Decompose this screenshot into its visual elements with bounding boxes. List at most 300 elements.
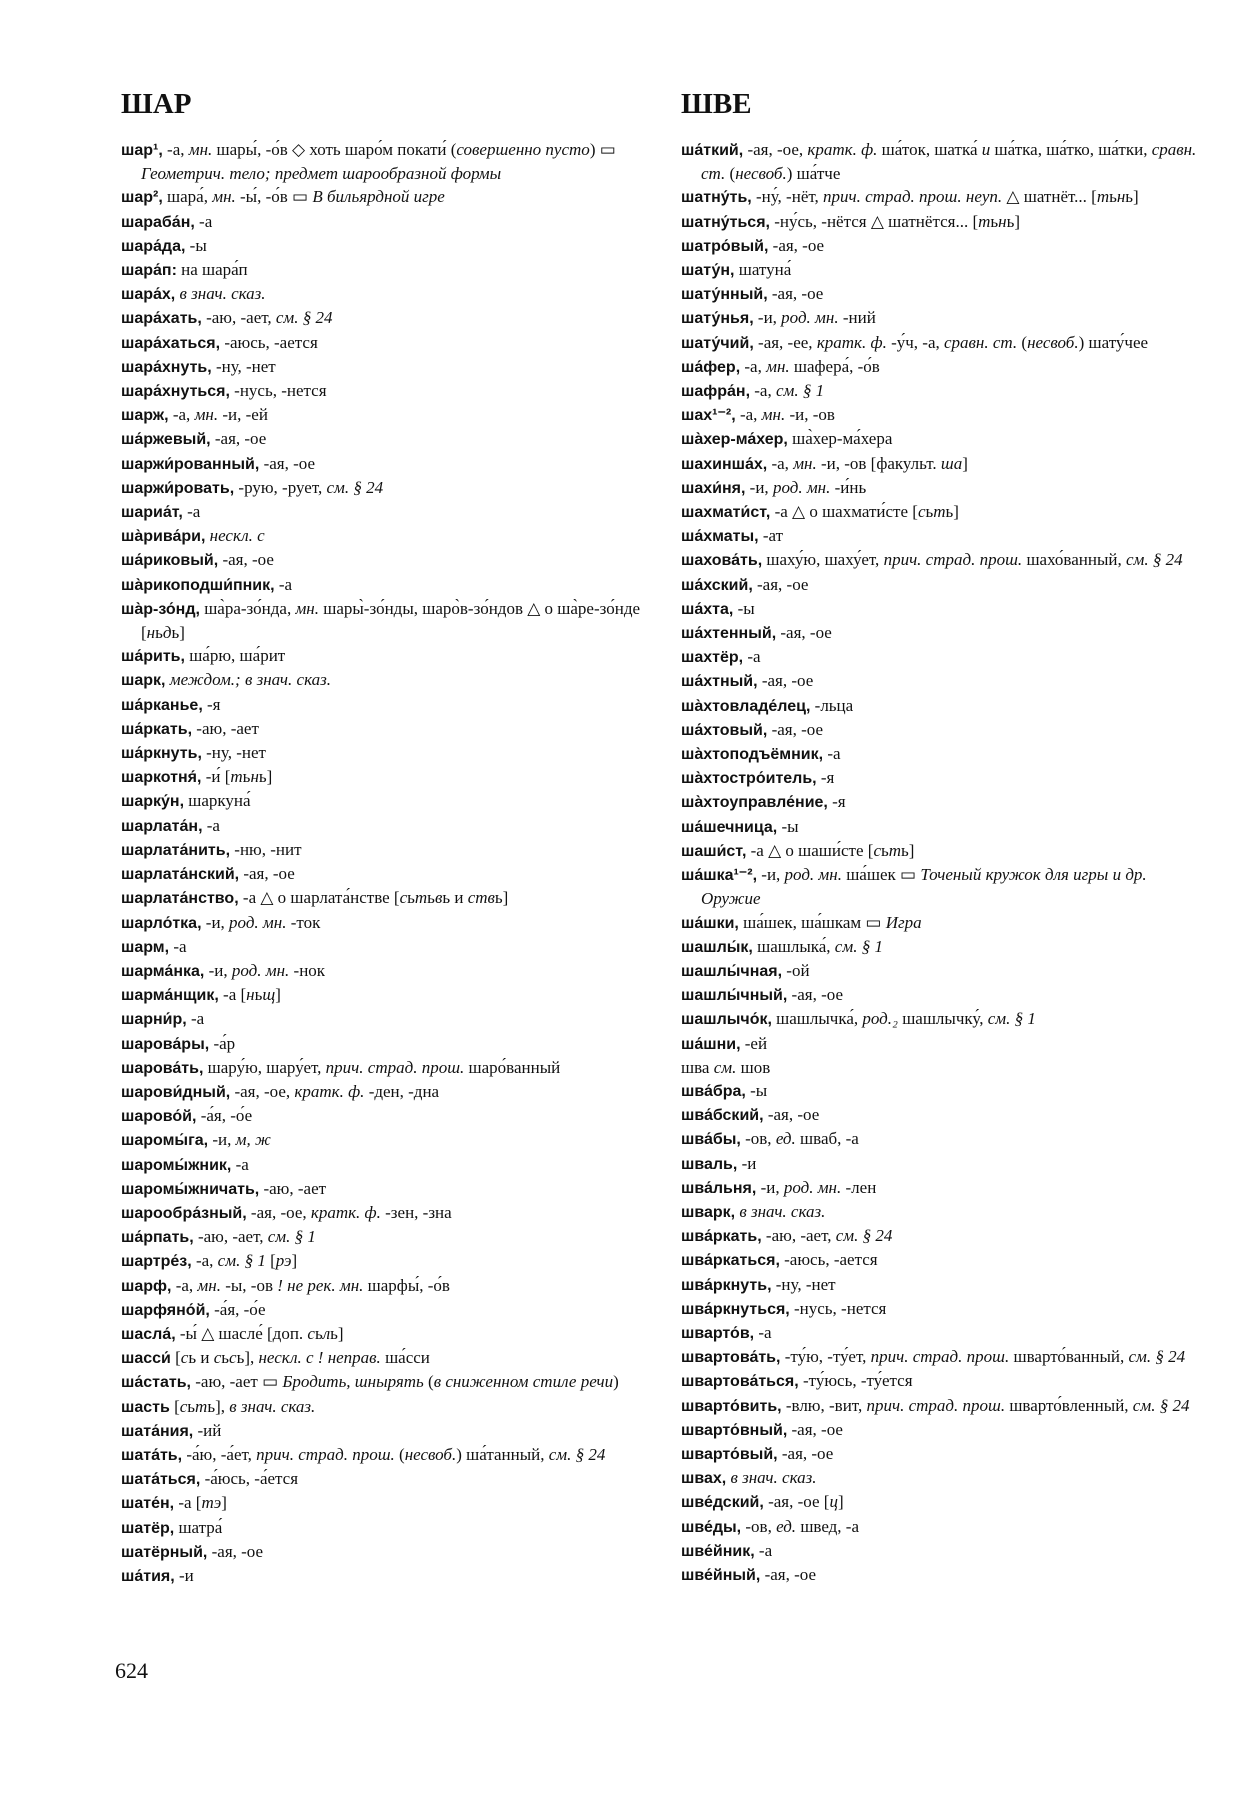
entry-text: -а	[231, 1154, 249, 1174]
dictionary-entry	[121, 717, 641, 741]
grammar-label: н	[998, 211, 1007, 231]
dictionary-entry	[121, 1153, 641, 1177]
entry-text: шарфы́, -о́в	[363, 1275, 450, 1295]
entry-text: -а,	[735, 405, 762, 425]
headword: шарж,	[121, 407, 169, 425]
entry-text: -рую, -рует,	[234, 477, 327, 497]
headword: шате́н,	[121, 1495, 175, 1513]
dictionary-entry	[121, 838, 641, 862]
headword: шара́х,	[121, 286, 176, 304]
dictionary-entry	[121, 548, 641, 572]
headword: шваль,	[681, 1155, 738, 1173]
dictionary-entry	[121, 476, 641, 500]
dictionary-entry	[681, 1127, 1206, 1151]
headword: шарлата́н,	[121, 817, 203, 835]
grammar-label: род. мн.	[231, 960, 290, 980]
grammar-label: см. § 24	[548, 1444, 606, 1464]
dictionary-entry	[121, 258, 641, 282]
entry-text: -ту́юсь, -ту́ется	[798, 1371, 913, 1391]
entry-text: ь]	[494, 888, 509, 908]
headword: шва́бра,	[681, 1082, 746, 1100]
entry-text: -а́юсь, -а́ется	[200, 1469, 299, 1489]
entry-text: -ая, -ое	[777, 1443, 834, 1463]
entry-text: -ы	[185, 235, 207, 255]
grammar-label: несвоб.	[1027, 332, 1079, 352]
headword: ша̀хтостро́итель,	[681, 770, 817, 788]
dictionary-entry	[121, 138, 641, 185]
entry-text: ь]	[901, 840, 915, 860]
grammar-label: с	[399, 888, 408, 908]
grammar-label: и	[981, 140, 991, 159]
entry-text: ь	[242, 767, 251, 787]
dictionary-entry	[681, 1248, 1206, 1272]
grammar-label: кратк. ф.	[807, 140, 878, 159]
headword: ша́хматы,	[681, 528, 759, 546]
grammar-label: ств	[467, 888, 495, 908]
entry-text: -аюсь, -ается	[220, 332, 318, 352]
dictionary-entry	[681, 597, 1206, 621]
headword: ша́рить,	[121, 648, 185, 666]
grammar-label: ед.	[776, 1516, 797, 1536]
headword: шартре́з,	[121, 1253, 192, 1271]
entry-text: -ая, -ое	[768, 235, 825, 255]
headword: шахтёр,	[681, 649, 744, 667]
headword: шашлы́чный,	[681, 987, 788, 1005]
entry-text: -ов,	[740, 1129, 776, 1149]
grammar-label: прич. страд. прош.	[256, 1444, 395, 1464]
entry-text: -а	[754, 1322, 772, 1342]
dictionary-entry	[681, 1490, 1206, 1514]
dictionary-entry	[121, 668, 641, 692]
entry-text: -а	[182, 502, 201, 522]
headword: ша̀хтоуправле́ние,	[681, 794, 828, 812]
entry-text: шаро́ванный	[464, 1057, 561, 1077]
entry-text: -и, -ов [факульт.	[816, 453, 941, 473]
headword: шве́йный,	[681, 1566, 761, 1584]
entry-text: -ден, -дна	[364, 1081, 440, 1101]
grammar-label: см. § 24	[1132, 1395, 1190, 1415]
entry-text: ]	[221, 1493, 227, 1513]
headword: шара́хнуться,	[121, 383, 230, 401]
entry-text: ша̀хер-ма́хера	[787, 429, 893, 449]
grammar-label: кратк. ф.	[310, 1202, 381, 1222]
entry-text: ь]	[1006, 211, 1021, 231]
entry-text: -и, -ей	[218, 405, 268, 425]
dictionary-entry	[681, 669, 1206, 693]
dictionary-entry	[681, 1515, 1206, 1539]
headword: шатёр,	[121, 1519, 175, 1537]
headword: швартова́ть,	[681, 1349, 781, 1367]
entry-text: шатуна́	[734, 260, 792, 280]
headword: шашлы́чная,	[681, 962, 783, 980]
dictionary-entry	[121, 306, 641, 330]
grammar-label: совершенно пусто	[456, 140, 590, 159]
entry-text: -а	[202, 815, 220, 835]
headword: шара́хать,	[121, 310, 202, 328]
entry-text: -а	[169, 936, 187, 956]
grammar-label: мн.	[194, 405, 219, 425]
grammar-label: мн.	[188, 140, 213, 159]
grammar-label: Геометрич. тело; предмет шарообразной формы	[141, 164, 502, 184]
entry-text: -ий	[193, 1420, 222, 1440]
dictionary-entry	[681, 935, 1206, 959]
grammar-label: в знач. сказ.	[179, 284, 266, 304]
entry-text: ь	[187, 1396, 196, 1416]
headword: шахова́ть,	[681, 552, 763, 570]
entry-text: -и,	[757, 865, 785, 885]
entry-text: шару́ю, шару́ет,	[203, 1057, 326, 1077]
running-header-right: ШВЕ	[681, 88, 752, 120]
dictionary-entry	[121, 573, 641, 597]
dictionary-entry	[121, 1370, 641, 1394]
entry-text: -я	[816, 768, 835, 788]
dictionary-entry	[121, 789, 641, 813]
grammar-label: мн.	[766, 356, 790, 376]
headword: шва́льня,	[681, 1179, 757, 1197]
entry-text: -а △ о шарлата́нстве [	[238, 888, 400, 908]
entry-text: -и,	[756, 1177, 784, 1197]
grammar-label: с	[917, 502, 926, 522]
headword: шварто́вый,	[681, 1445, 778, 1463]
dictionary-entry	[121, 185, 641, 209]
headword: шахи́ня,	[681, 479, 746, 497]
headword: шва́ркаться,	[681, 1252, 780, 1270]
headword: шарлата́нский,	[121, 866, 240, 884]
entry-text: -а [	[174, 1493, 202, 1513]
headword: шарф,	[121, 1277, 172, 1295]
dictionary-entry	[121, 1104, 641, 1128]
headword: шарм,	[121, 938, 170, 956]
entry-text: ь],	[207, 1396, 230, 1416]
headword: ша́рканье,	[121, 696, 203, 714]
entry-text: -аюсь, -ается	[779, 1250, 878, 1270]
entry-text: ь]	[945, 502, 959, 522]
headword: ша̀р-зо́нд,	[121, 600, 200, 618]
entry-text: -ая, -ое,	[743, 140, 808, 159]
entry-text: -и, -ов	[785, 405, 835, 425]
headword: шара́п:	[121, 262, 177, 280]
headword: шарло́тка,	[121, 914, 202, 932]
grammar-label: тэ	[201, 1493, 222, 1513]
grammar-label: прич. страд. прош. неуп.	[823, 187, 1003, 207]
dictionary-entry	[681, 1394, 1206, 1418]
dictionary-entry	[121, 331, 641, 355]
entry-text: -ая, -ое	[767, 284, 824, 304]
grammar-label: мн.	[295, 598, 319, 618]
headword: шахмати́ст,	[681, 504, 771, 522]
dictionary-entry	[681, 1200, 1206, 1224]
dictionary-entry	[121, 1516, 641, 1540]
grammar-label: в	[434, 888, 443, 908]
entry-text: ша́сси	[380, 1348, 430, 1368]
grammar-label: прич. страд. прош.	[325, 1057, 465, 1077]
entry-text: -нусь, -нется	[789, 1298, 887, 1318]
grammar-label: рэ	[275, 1251, 292, 1271]
headword: шасла́,	[121, 1325, 176, 1343]
entry-text: ша́ток, шатка́	[877, 140, 982, 159]
entry-text: ь	[155, 623, 163, 643]
grammar-label: сравн. ст.	[701, 140, 1197, 184]
grammar-label: кратк. ф.	[294, 1081, 365, 1101]
entry-text: шашлычка́,	[771, 1009, 863, 1029]
headword: шар²,	[121, 189, 163, 207]
headword: шарма́нка,	[121, 962, 205, 980]
dictionary-entry	[681, 258, 1206, 282]
headword: ша́тия,	[121, 1567, 175, 1585]
headword: шарлата́нство,	[121, 890, 239, 908]
headword: швах,	[681, 1470, 727, 1488]
headword: шаржи́рованный,	[121, 455, 260, 473]
entry-text: ь	[221, 1348, 230, 1368]
dictionary-entry	[681, 210, 1206, 234]
headword: шату́нья,	[681, 310, 754, 328]
headword: шве́ды,	[681, 1518, 742, 1536]
grammar-label: с	[229, 1348, 237, 1368]
entry-text: ша́рю, ша́рит	[184, 646, 286, 666]
headword: ша́хтный,	[681, 673, 758, 691]
entry-text: шов	[736, 1057, 771, 1077]
entry-text: -а	[194, 211, 213, 231]
dictionary-entry	[681, 306, 1206, 330]
headword: шараба́н,	[121, 213, 195, 231]
grammar-label: ед.	[775, 1129, 796, 1149]
entry-text: -ню, -нит	[230, 839, 302, 859]
grammar-label: мн.	[212, 187, 236, 207]
headword: шарови́дный,	[121, 1083, 231, 1101]
dictionary-entry	[681, 1056, 1206, 1079]
headword: шахинша́х,	[681, 455, 768, 473]
grammar-label: н	[250, 767, 259, 787]
dictionary-entry	[121, 597, 641, 644]
entry-text: (	[725, 164, 736, 184]
headword: шаркотня́,	[121, 769, 202, 787]
dictionary-entry	[121, 814, 641, 838]
headword: ша́хский,	[681, 576, 753, 594]
grammar-label: нескл. с ! неправ.	[258, 1348, 381, 1368]
headword: шва́ркнуться,	[681, 1300, 790, 1318]
entry-text: ь	[1109, 187, 1117, 207]
entry-text: ша́шек, ша́шкам ▭	[738, 912, 886, 932]
headword: шара́да,	[121, 237, 186, 255]
entry-text: -ая, -ое	[787, 985, 843, 1005]
entry-text: -лен	[841, 1177, 877, 1197]
dictionary-entry	[121, 427, 641, 451]
entry-text: -аю, -ает,	[761, 1226, 836, 1246]
entry-text: )	[613, 1372, 619, 1392]
dictionary-entry	[681, 379, 1206, 403]
entry-text: -ну, -нет	[211, 356, 276, 376]
dictionary-entry	[121, 911, 641, 935]
headword: ша́ркать,	[121, 720, 193, 738]
headword: шарфяно́й,	[121, 1301, 210, 1319]
headword: шарк,	[121, 672, 166, 690]
grammar-label: л	[322, 1323, 331, 1343]
dictionary-entry	[121, 1128, 641, 1152]
headword: ша́шки,	[681, 914, 739, 932]
dictionary-entry	[121, 1032, 641, 1056]
headword: шаржи́ровать,	[121, 479, 235, 497]
grammar-label: мн.	[197, 1275, 221, 1295]
headword: ша́стать,	[121, 1374, 191, 1392]
entry-text: ь],	[236, 1348, 259, 1368]
headword: шварк,	[681, 1203, 736, 1221]
entry-text: -ая, -ое	[760, 1564, 817, 1584]
grammar-label: м, ж	[235, 1130, 271, 1150]
headword: шасть	[121, 1398, 170, 1416]
grammar-label: прич. страд. прош.	[866, 1395, 1006, 1415]
entry-text: -я	[202, 694, 221, 714]
grammar-label: несвоб.	[404, 1444, 457, 1464]
entry-text: шварто́ванный,	[1009, 1347, 1129, 1367]
entry-text: -а	[743, 647, 761, 667]
entry-text: -ы, -ов	[220, 1275, 278, 1295]
entry-text: шварто́вленный,	[1005, 1395, 1133, 1415]
entry-text: ]	[291, 1251, 298, 1271]
entry-text: (	[1017, 332, 1028, 352]
grammar-label: с	[179, 1396, 188, 1416]
entry-text: ь	[427, 888, 435, 908]
dictionary-entry	[681, 1176, 1206, 1200]
entry-text: ь	[254, 985, 263, 1005]
dictionary-entry	[121, 1201, 641, 1225]
grammar-label: сравн. ст.	[944, 332, 1018, 352]
headword: шарово́й,	[121, 1108, 197, 1126]
entry-text: ь]	[1125, 187, 1139, 207]
headword: шварто́в,	[681, 1324, 755, 1342]
entry-text: (	[423, 1372, 434, 1392]
entry-text: ]	[962, 453, 968, 473]
grammar-label: см. § 24	[1126, 550, 1183, 570]
grammar-label: см.	[713, 1057, 737, 1077]
dictionary-entry	[681, 742, 1206, 766]
headword: ша́хтенный,	[681, 625, 777, 643]
entry-text: -ну, -нет	[771, 1274, 836, 1294]
headword: ша́хта,	[681, 600, 734, 618]
grammar-label: Игра	[885, 912, 922, 932]
entry-text: -у́ч, -а,	[886, 332, 944, 352]
grammar-label: с	[873, 840, 881, 860]
headword: шата́ться,	[121, 1471, 201, 1489]
grammar-label: прич. страд. прош.	[870, 1347, 1010, 1367]
dictionary-entry	[681, 452, 1206, 476]
entry-text: -ая, -ое	[210, 429, 267, 449]
entry-text: -аю, -ает ▭	[190, 1372, 283, 1392]
grammar-label: см. § 1	[775, 381, 825, 401]
headword: шва́ркать,	[681, 1228, 762, 1246]
entry-text: шафера́, -о́в	[789, 356, 880, 376]
grammar-label: в сниженном стиле речи	[433, 1372, 614, 1392]
headword: шашлычо́к,	[681, 1011, 772, 1029]
entry-text: -нок	[289, 960, 326, 980]
headword: шарни́р,	[121, 1011, 187, 1029]
entry-text: -ая, -ое	[239, 864, 295, 884]
dictionary-entry	[681, 138, 1206, 185]
entry-text: -а	[186, 1009, 205, 1029]
dictionary-entry	[121, 644, 641, 668]
dictionary-entry	[121, 524, 641, 548]
entry-text: -и	[174, 1565, 194, 1585]
headword: шатну́ть,	[681, 189, 752, 207]
grammar-label: т	[1096, 187, 1110, 207]
dictionary-entry	[121, 886, 641, 910]
grammar-label: нескл. с	[209, 526, 265, 546]
dictionary-entry	[121, 1274, 641, 1298]
dictionary-entry	[121, 765, 641, 789]
dictionary-entry	[121, 959, 641, 983]
entry-text: -и,	[204, 960, 232, 980]
dictionary-entry	[681, 694, 1206, 718]
dictionary-entry	[681, 1369, 1206, 1393]
grammar-label: с	[307, 1323, 315, 1343]
entry-text: -а	[823, 744, 841, 764]
entry-text: -нусь, -нется	[229, 381, 327, 401]
entry-text: ша́тка, ша́тко, ша́тки,	[990, 140, 1152, 159]
dictionary-entry	[121, 983, 641, 1007]
entry-text: шва	[681, 1057, 714, 1077]
entry-text: ь	[880, 840, 889, 860]
entry-text: -и́нь	[830, 477, 867, 497]
grammar-label: т	[230, 767, 243, 787]
dictionary-entry	[681, 1224, 1206, 1248]
entry-text: ) ▭	[589, 140, 616, 159]
entry-text: -а,	[750, 381, 776, 401]
dictionary-entry	[681, 1103, 1206, 1127]
entry-text: -ат	[758, 526, 784, 546]
grammar-label: в знач. сказ.	[229, 1396, 316, 1416]
entry-text: -и́ [	[201, 767, 231, 787]
dictionary-entry	[681, 427, 1206, 451]
grammar-label: с	[213, 1348, 222, 1368]
headword: шаромы́га,	[121, 1132, 209, 1150]
headword: шара́хаться,	[121, 334, 221, 352]
headword: шашлы́к,	[681, 938, 753, 956]
entry-text: ша́шек ▭	[841, 865, 921, 885]
dictionary-entry	[681, 1032, 1206, 1056]
entry-text: -ы	[745, 1080, 768, 1100]
entry-text: -и	[737, 1153, 757, 1173]
entry-text: -ну́сь, -нётся △ шатнётся... [	[769, 211, 979, 231]
headword: шва́бский,	[681, 1107, 764, 1125]
entry-text: шатра́	[174, 1517, 223, 1537]
headword: ша́ркнуть,	[121, 745, 202, 763]
headword: ша́риковый,	[121, 552, 219, 570]
entry-text: -а,	[740, 356, 767, 376]
dictionary-entry	[121, 1491, 641, 1515]
entry-text: -аю, -ает,	[193, 1227, 268, 1247]
grammar-label: см. § 1	[834, 936, 883, 956]
dictionary-entry	[681, 573, 1206, 597]
grammar-label: см. § 24	[275, 308, 333, 328]
headword: шату́н,	[681, 262, 735, 280]
headword: ша̀рикоподши́пник,	[121, 576, 275, 594]
grammar-label: т	[933, 502, 946, 522]
left-column	[121, 86, 641, 1588]
entry-text: -ей	[740, 1033, 768, 1053]
entry-text: [	[169, 1396, 180, 1416]
dictionary-entry	[121, 1080, 641, 1104]
entry-list-right	[681, 138, 1206, 1587]
entry-text: -ту́ю, -ту́ет,	[780, 1347, 871, 1367]
dictionary-entry	[681, 839, 1206, 863]
headword: ша́фер,	[681, 358, 741, 376]
dictionary-entry	[681, 718, 1206, 742]
entry-text: ]	[837, 1492, 844, 1512]
headword: шату́чий,	[681, 334, 754, 352]
dictionary-entry	[681, 185, 1206, 209]
entry-text: [	[265, 1251, 276, 1271]
entry-text: -а △ о шахмати́сте [	[770, 502, 918, 522]
dictionary-entry	[681, 1466, 1206, 1490]
